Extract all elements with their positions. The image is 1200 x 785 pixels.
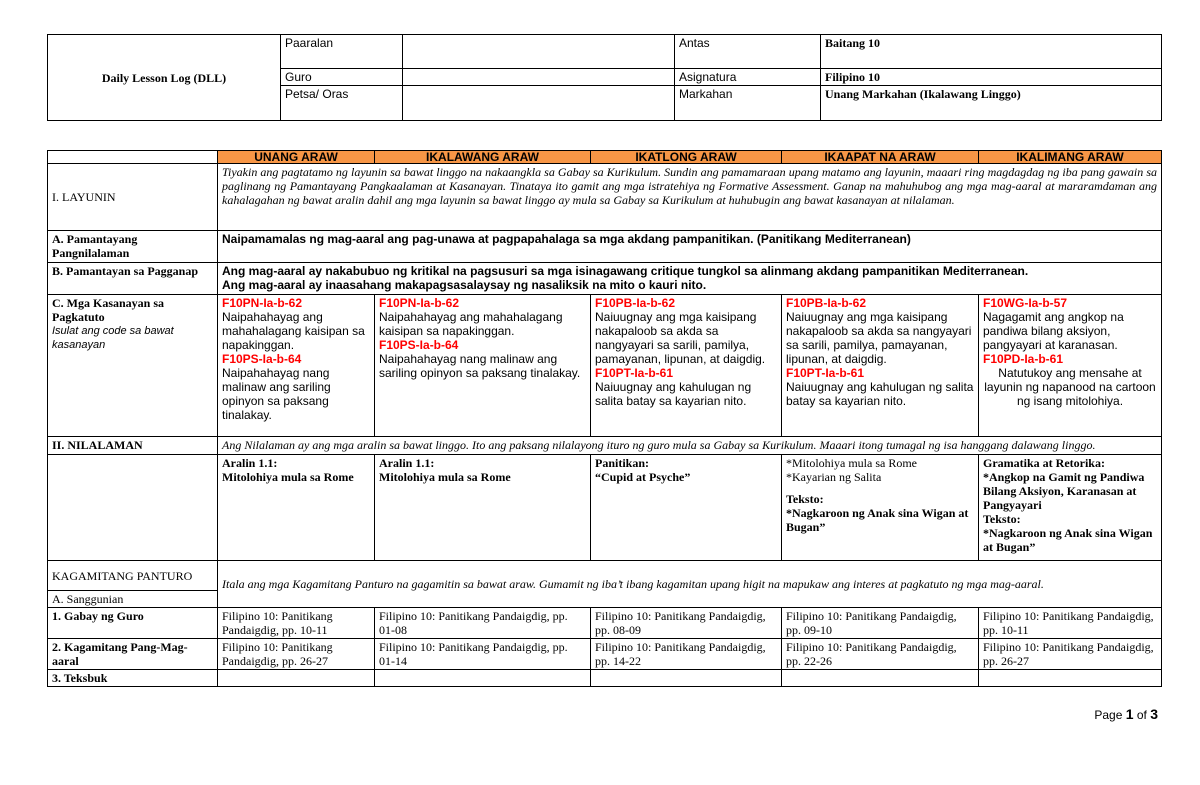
skill-text: Naipahahayag ang mahahalagang kaisipan sa napakinggan. — [222, 310, 365, 352]
day-header-1: UNANG ARAW — [218, 151, 375, 164]
skill-code: F10PT-Ia-b-61 — [595, 366, 674, 380]
value-guro[interactable] — [403, 69, 675, 86]
label-paaralan: Paaralan — [281, 35, 403, 69]
layunin-text: Tiyakin ang pagtatamo ng layunin sa bawat linggo na nakaangkla sa Gabay sa Kurikulum. Sundin ang pamamaraan upang matamo ang layunin, maaari ring magdagdag ng iba pang gawain sa paglinang ng Pamantayang Pangkaalaman at Kasanayan. Tinataya ito gamit ang mga istratehiya ng Formative Assessment. Ganap na mahuhubog ang mga mag-aaral at mararamdaman ang kahalagahan ng bawat aralin dahil ang mga layunin sa bawat linggo ay mula sa Gabay sa Kurikulum at huhubugin ang bawat kasanayan at nilalaman. — [218, 164, 1162, 231]
skill-code: F10PB-Ia-b-62 — [786, 296, 867, 310]
label-antas: Antas — [675, 35, 821, 69]
value-asignatura[interactable]: Filipino 10 — [821, 69, 1162, 86]
pang-magaaral-cell: Filipino 10: Panitikang Pandaigdig, pp. 14-22 — [591, 639, 782, 670]
teksbuk-cell — [218, 670, 375, 687]
page-prefix: Page — [1094, 708, 1126, 722]
skill-text: Naiuugnay ang kahulugan ng salita batay sa kayarian nito. — [595, 380, 752, 408]
nilalaman-day-2 — [375, 455, 591, 561]
skill-text: Natutukoy ang mensahe at layunin ng napanood na cartoon ng isang mitolohiya. — [984, 366, 1156, 408]
skill-code: F10PS-Ia-b-64 — [222, 352, 302, 366]
skill-code: F10PN-Ia-b-62 — [222, 296, 303, 310]
content-line: Panitikan: — [595, 456, 650, 470]
nilalaman-day-1 — [218, 455, 375, 561]
value-petsa[interactable] — [403, 86, 675, 121]
content-line: Teksto: — [786, 492, 824, 506]
content-line: Mitolohiya mula sa Rome — [379, 470, 511, 484]
sanggunian-label: A. Sanggunian — [48, 591, 218, 608]
pamantayan-pagganap-label: B. Pamantayan sa Pagganap — [48, 263, 218, 295]
kasanayan-day-5 — [979, 295, 1162, 437]
gabay-cell: Filipino 10: Panitikang Pandaigdig, pp. 01-08 — [375, 608, 591, 639]
header-table — [47, 34, 1162, 121]
label-guro: Guro — [281, 69, 403, 86]
label-petsa: Petsa/ Oras — [281, 86, 403, 121]
skill-code: F10PN-Ia-b-62 — [379, 296, 460, 310]
content-line: Aralin 1.1: — [222, 456, 278, 470]
pang-magaaral-cell: Filipino 10: Panitikang Pandaigdig, pp. 22-26 — [782, 639, 979, 670]
skill-code: F10PT-Ia-b-61 — [786, 366, 865, 380]
pamantayang-nilalaman-text: Naipamamalas ng mag-aaral ang pag-unawa at pagpapahalaga sa mga akdang pampanitikan. (Panitikang Mediterranean) — [218, 231, 1162, 263]
day-header-3: IKATLONG ARAW — [591, 151, 782, 164]
content-line: Teksto: — [983, 512, 1021, 526]
kasanayan-day-1 — [218, 295, 375, 437]
skill-code: F10PS-Ia-b-64 — [379, 338, 459, 352]
nilalaman-text: Ang Nilalaman ay ang mga aralin sa bawat linggo. Ito ang paksang nilalayong ituro ng guro mula sa Gabay sa Kurikulum. Maaari itong tumagal ng isa hanggang dalawang linggo. — [218, 437, 1162, 455]
kasanayan-label: C. Mga Kasanayan sa Pagkatuto — [52, 296, 165, 324]
day-header-2: IKALAWANG ARAW — [375, 151, 591, 164]
day-header-4: IKAAPAT NA ARAW — [782, 151, 979, 164]
pang-magaaral-cell: Filipino 10: Panitikang Pandaigdig, pp. 26-27 — [979, 639, 1162, 670]
skill-text: Naipahahayag nang malinaw ang sariling opinyon sa paksang tinalakay. — [379, 352, 581, 380]
pamantayan-pagganap-text — [218, 263, 1162, 295]
value-antas[interactable]: Baitang 10 — [821, 35, 1162, 69]
skill-text: Naipahahayag ang mahahalagang kaisipan sa napakinggan. — [379, 310, 563, 338]
corner-cell — [48, 151, 218, 164]
content-line: Mitolohiya mula sa Rome — [222, 470, 354, 484]
skill-code: F10PB-Ia-b-62 — [595, 296, 676, 310]
kagamitan-text: Itala ang mga Kagamitang Panturo na gagamitin sa bawat araw. Gumamit ng iba’t ibang kagamitan upang higit na mapukaw ang interes at pagkatuto ng mga mag-aaral. — [218, 561, 1162, 608]
content-line: *Nagkaroon ng Anak sina Wigan at Bugan” — [983, 526, 1153, 554]
teksbuk-cell — [979, 670, 1162, 687]
nilalaman-day-5 — [979, 455, 1162, 561]
pagganap-line-2: Ang mag-aaral ay inaasahang makapagsasalaysay ng nasaliksik na mito o kauri nito. — [222, 278, 707, 292]
teksbuk-cell — [591, 670, 782, 687]
label-asignatura: Asignatura — [675, 69, 821, 86]
teksbuk-cell — [782, 670, 979, 687]
layunin-label: I. LAYUNIN — [48, 164, 218, 231]
kasanayan-day-2 — [375, 295, 591, 437]
value-markahan[interactable]: Unang Markahan (Ikalawang Linggo) — [821, 86, 1162, 121]
pang-magaaral-cell: Filipino 10: Panitikang Pandaigdig, pp. 01-14 — [375, 639, 591, 670]
nilalaman-blank — [48, 455, 218, 561]
lesson-log-table — [47, 150, 1162, 687]
skill-text: Naiuugnay ang mga kaisipang nakapaloob sa akda sa nangyayari sa sarili, pamilya, pamayanan, lipunan, at daigdig. — [786, 310, 972, 366]
skill-text: Naiuugnay ang kahulugan ng salita batay sa kayarian nito. — [786, 380, 974, 408]
teksbuk-label: 3. Teksbuk — [48, 670, 218, 687]
skill-text: Naipahahayag nang malinaw ang sariling opinyon sa paksang tinalakay. — [222, 366, 331, 422]
gabay-cell: Filipino 10: Panitikang Pandaigdig, pp. 10-11 — [979, 608, 1162, 639]
kasanayan-label-cell — [48, 295, 218, 437]
content-line: *Mitolohiya mula sa Rome — [786, 456, 917, 470]
page-current: 1 — [1125, 706, 1134, 722]
content-line: *Nagkaroon ng Anak sina Wigan at Bugan” — [786, 506, 969, 534]
page-of: of — [1133, 708, 1151, 722]
gabay-cell: Filipino 10: Panitikang Pandaigdig, pp. 10-11 — [218, 608, 375, 639]
kagamitan-label: KAGAMITANG PANTURO — [48, 561, 218, 591]
teksbuk-cell — [375, 670, 591, 687]
pang-magaaral-cell: Filipino 10: Panitikang Pandaigdig, pp. 26-27 — [218, 639, 375, 670]
content-line: Aralin 1.1: — [379, 456, 435, 470]
day-header-5: IKALIMANG ARAW — [979, 151, 1162, 164]
skill-code: F10WG-Ia-b-57 — [983, 296, 1068, 310]
value-paaralan[interactable] — [403, 35, 675, 69]
skill-code: F10PD-Ia-b-61 — [983, 352, 1064, 366]
pagganap-line-1: Ang mag-aaral ay nakabubuo ng kritikal na pagsusuri sa mga isinagawang critique tungkol sa alinmang akdang pampanitikan Mediterranean. — [222, 264, 1029, 278]
skill-text: Naiuugnay ang mga kaisipang nakapaloob sa akda sa nangyayari sa sarili, pamilya, pamayanan, lipunan, at daigdig. — [595, 310, 766, 366]
kasanayan-sublabel: Isulat ang code sa bawat kasanayan — [52, 325, 174, 351]
content-line: Gramatika at Retorika: — [983, 456, 1105, 470]
pang-magaaral-label: 2. Kagamitang Pang-Mag-aaral — [48, 639, 218, 670]
label-markahan: Markahan — [675, 86, 821, 121]
gabay-cell: Filipino 10: Panitikang Pandaigdig, pp. 09-10 — [782, 608, 979, 639]
page-number — [1094, 706, 1158, 722]
nilalaman-label: II. NILALAMAN — [48, 437, 218, 455]
content-line: *Angkop na Gamit ng Pandiwa Bilang Aksiyon, Karanasan at Pangyayari — [983, 470, 1145, 512]
pamantayang-nilalaman-label: A. Pamantayang Pangnilalaman — [48, 231, 218, 263]
dll-title: Daily Lesson Log (DLL) — [48, 35, 281, 121]
page-total: 3 — [1150, 706, 1158, 722]
content-line: “Cupid at Psyche” — [595, 470, 691, 484]
kasanayan-day-4 — [782, 295, 979, 437]
nilalaman-day-4 — [782, 455, 979, 561]
kasanayan-day-3 — [591, 295, 782, 437]
skill-text: Nagagamit ang angkop na pandiwa bilang aksiyon, pangyayari at karanasan. — [983, 310, 1124, 352]
content-line: *Kayarian ng Salita — [786, 470, 882, 484]
nilalaman-day-3 — [591, 455, 782, 561]
gabay-guro-label: 1. Gabay ng Guro — [48, 608, 218, 639]
gabay-cell: Filipino 10: Panitikang Pandaigdig, pp. 08-09 — [591, 608, 782, 639]
